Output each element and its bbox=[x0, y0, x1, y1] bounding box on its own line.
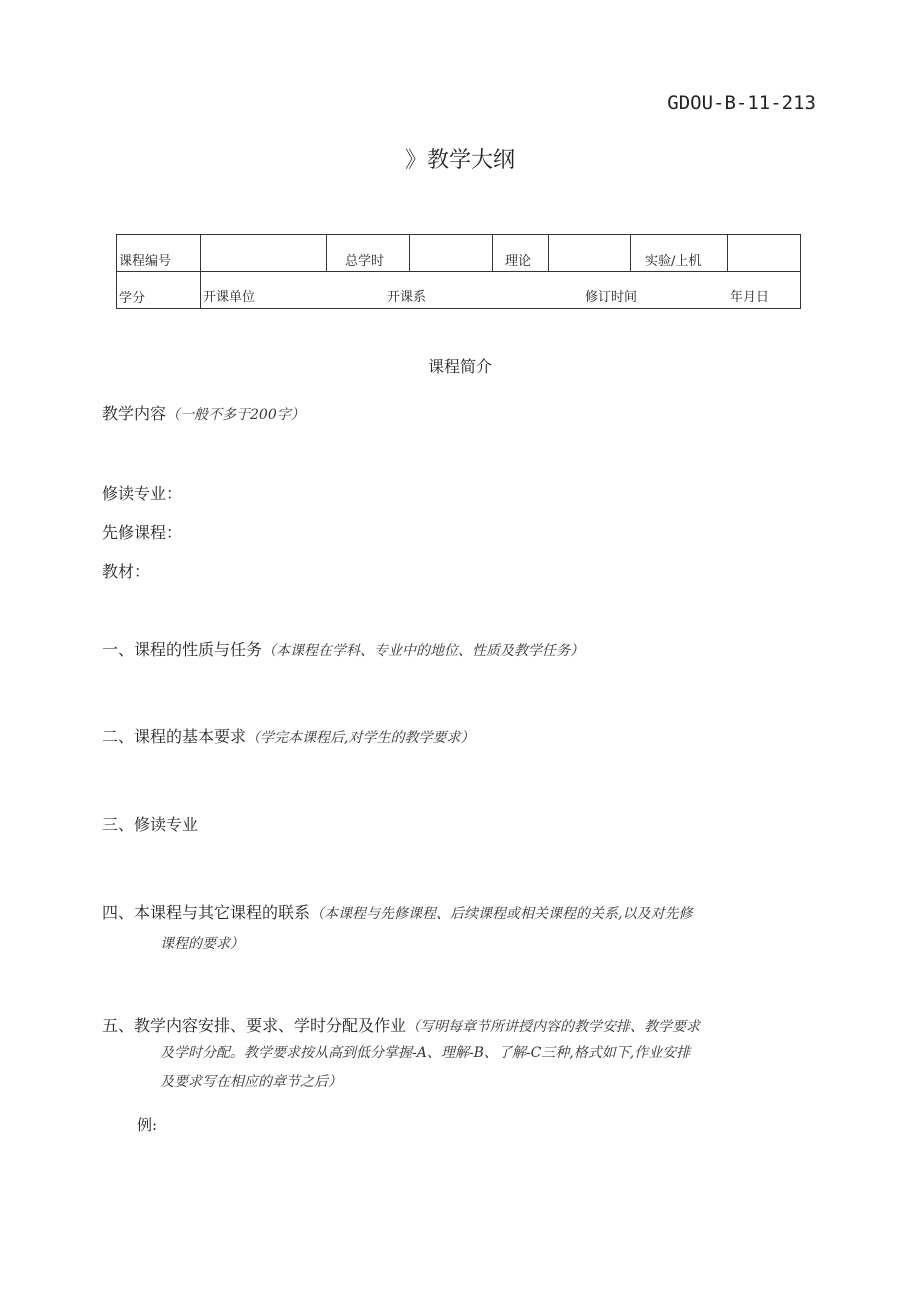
section-3 bbox=[102, 812, 198, 835]
theory-value[interactable] bbox=[549, 235, 631, 272]
table-row bbox=[117, 235, 801, 272]
section-5-note-cont bbox=[160, 1039, 820, 1097]
course-info-table bbox=[116, 234, 801, 309]
example-label: 例: bbox=[137, 1116, 158, 1134]
table-row bbox=[117, 272, 801, 309]
section-1 bbox=[102, 637, 584, 660]
section-title: 五、教学内容安排、要求、学时分配及作业 bbox=[102, 1016, 407, 1035]
section-5 bbox=[102, 1013, 700, 1036]
section-title: 三、修读专业 bbox=[102, 815, 199, 834]
section-title: 二、课程的基本要求 bbox=[102, 727, 247, 746]
lab-value[interactable] bbox=[728, 235, 801, 272]
section-2 bbox=[102, 724, 474, 747]
section-note: （本课程与先修课程、后续课程或相关课程的关系,以及对先修 bbox=[310, 906, 693, 922]
unit-label: 开课单位 bbox=[203, 290, 256, 305]
dept-label: 开课系 bbox=[387, 290, 427, 305]
major-line: 修读专业： bbox=[102, 484, 183, 503]
note-line: 及学时分配。教学要求按从高到低分掌握-A、理解-B、了解-C三种,格式如下,作业安排 bbox=[160, 1045, 691, 1061]
prereq-line: 先修课程： bbox=[102, 523, 183, 542]
section-title: 一、课程的性质与任务 bbox=[102, 640, 263, 659]
section-note: （本课程在学科、专业中的地位、性质及教学任务） bbox=[262, 643, 585, 659]
date-label: 年月日 bbox=[730, 290, 770, 305]
unit-row bbox=[201, 272, 801, 309]
content-label: 教学内容 bbox=[102, 404, 167, 423]
intro-heading: 课程简介 bbox=[427, 357, 492, 376]
theory-label: 理论 bbox=[493, 235, 549, 272]
document-code: GDOU-B-11-213 bbox=[667, 92, 816, 114]
total-hours-value[interactable] bbox=[410, 235, 493, 272]
total-hours-label: 总学时 bbox=[327, 235, 410, 272]
content-line bbox=[102, 401, 305, 424]
page-title: 》教学大纲 bbox=[404, 148, 515, 173]
section-4 bbox=[102, 900, 692, 923]
course-code-value[interactable] bbox=[201, 235, 327, 272]
note-line: 及要求写在相应的章节之后） bbox=[160, 1074, 342, 1090]
section-note: （写明每章节所讲授内容的教学安排、教学要求 bbox=[406, 1019, 701, 1035]
revised-label: 修订时间 bbox=[585, 290, 638, 305]
lab-label: 实验/上机 bbox=[631, 235, 728, 272]
section-note: （学完本课程后,对学生的教学要求） bbox=[246, 730, 475, 746]
content-note: （一般不多于200字） bbox=[166, 407, 305, 423]
course-code-label: 课程编号 bbox=[117, 235, 201, 272]
credits-label: 学分 bbox=[117, 272, 201, 309]
textbook-line: 教材： bbox=[102, 562, 151, 581]
section-4-note-cont: 课程的要求） bbox=[160, 936, 244, 952]
section-title: 四、本课程与其它课程的联系 bbox=[102, 903, 311, 922]
